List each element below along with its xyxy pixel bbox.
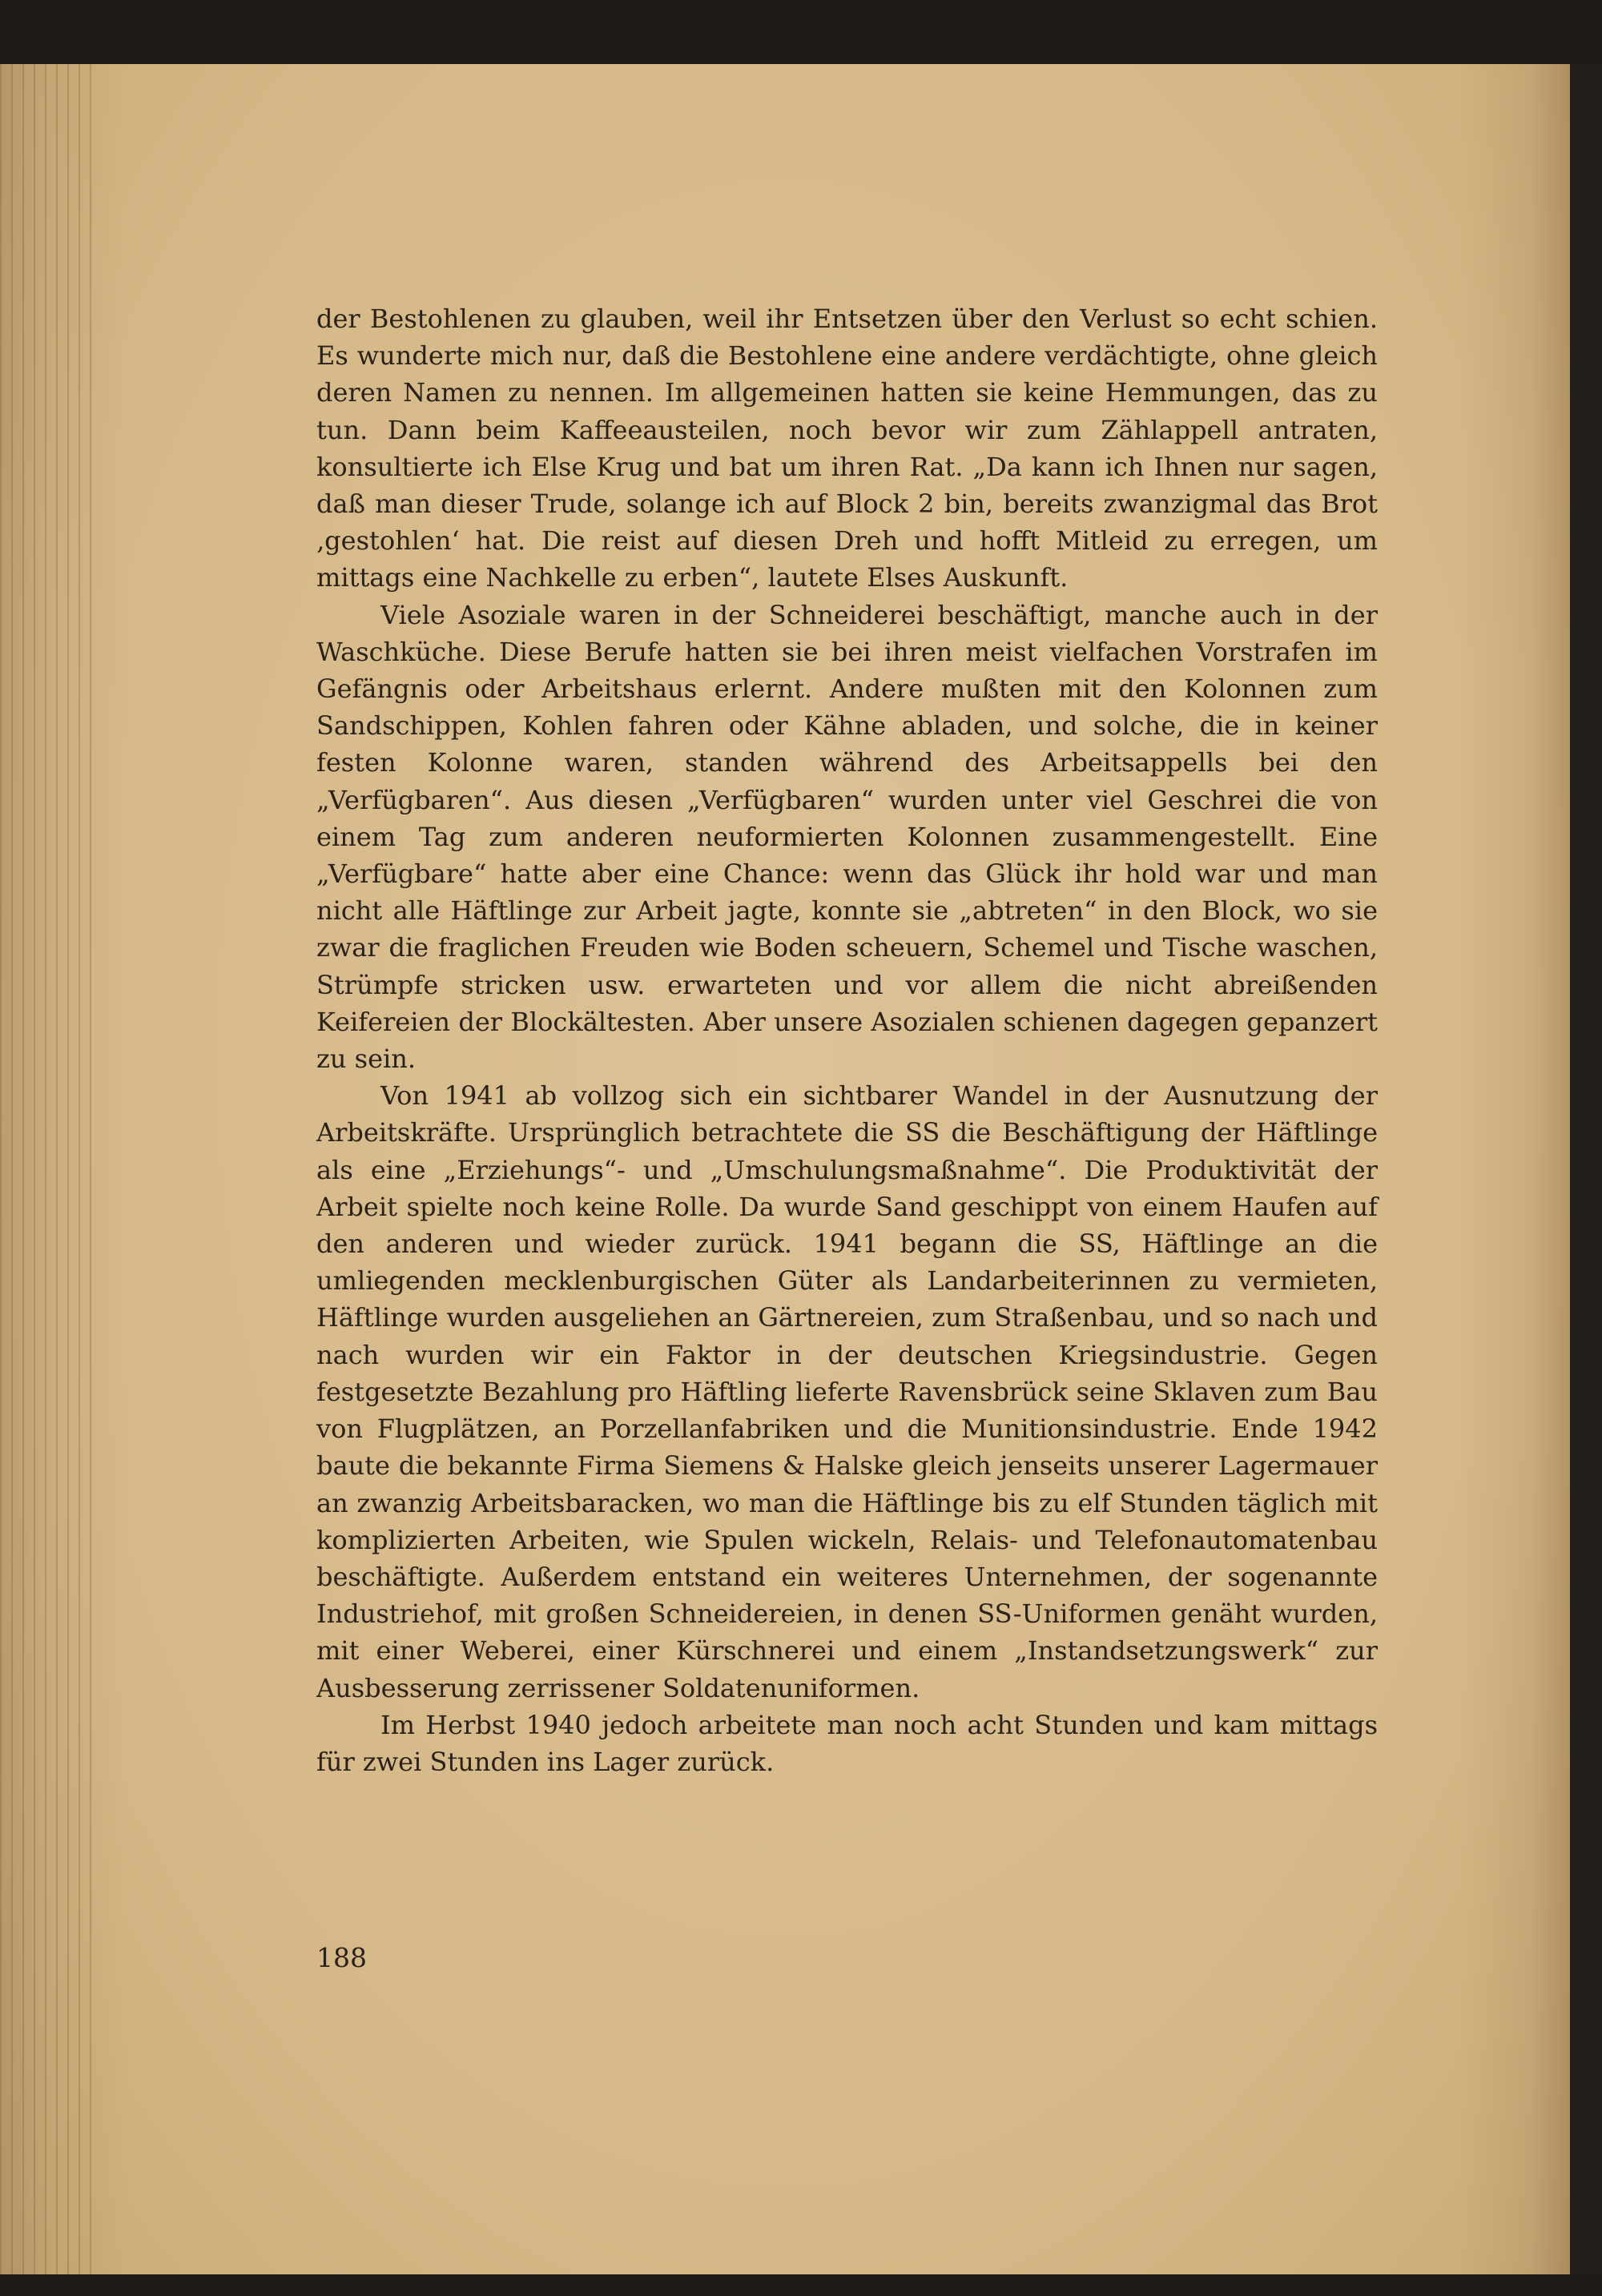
paragraph-1: der Bestohlenen zu glauben, weil ihr Entsetzen über den Verlust so echt schien. Es wunderte mich nur, daß die Bestohlene eine andere verdächtigte, ohne gleich deren Namen zu nennen. Im allgemeinen hatten sie keine Hemmungen, das zu tun. Dann beim Kaffeeausteilen, noch bevor wir zum Zählappell antraten, konsultierte ich Else Krug und bat um ihren Rat. „Da kann ich Ihnen nur sagen, daß man dieser Trude, solange ich auf Block 2 bin, bereits zwanzigmal das Brot ‚gestohlen‘ hat. Die reist auf diesen Dreh und hofft Mitleid zu erregen, um mittags eine Nachkelle zu erben“, lautete Elses Auskunft. bbox=[316, 304, 1378, 593]
paragraph-3: Von 1941 ab vollzog sich ein sichtbarer Wandel in der Ausnutzung der Arbeitskräfte. Ursprünglich betrachtete die SS die Beschäftigung der Häftlinge als eine „Erziehungs“- und „Umschulungsmaßnahme“. Die Produktivität der Arbeit spielte noch keine Rolle. Da wurde Sand geschippt von einem Haufen auf den anderen und wieder zurück. 1941 begann die SS, Häftlinge an die umliegenden mecklenburgischen Güter als Landarbeiterinnen zu vermieten, Häftlinge wurden ausgeliehen an Gärtnereien, zum Straßenbau, und so nach und nach wurden wir ein Faktor in der deutschen Kriegsindustrie. Gegen festgesetzte Bezahlung pro Häftling lieferte Ravensbrück seine Sklaven zum Bau von Flugplätzen, an Porzellanfabriken und die Munitionsindustrie. Ende 1942 baute die bekannte Firma Siemens & Halske gleich jenseits unserer Lagermauer an zwanzig Arbeitsbaracken, wo man die Häftlinge bis zu elf Stunden täglich mit komplizierten Arbeiten, wie Spulen wickeln, Relais- und Telefonautomatenbau beschäftigte. Außerdem entstand ein weiteres Unternehmen, der sogenannte Industriehof, mit großen Schneidereien, in denen SS-Uniformen genäht wurden, mit einer Weberei, einer Kürschnerei und einem „Instandsetzungswerk“ zur Ausbesserung zerrissener Soldatenuniformen. bbox=[316, 1080, 1378, 1703]
page-number: 188 bbox=[316, 1942, 367, 1973]
paragraph-2: Viele Asoziale waren in der Schneiderei beschäftigt, manche auch in der Waschküche. Diese Berufe hatten sie bei ihren meist vielfachen Vorstrafen im Gefängnis oder Arbeitshaus erlernt. Andere mußten mit den Kolonnen zum Sandschippen, Kohlen fahren oder Kähne abladen, und solche, die in keiner festen Kolonne waren, standen während des Arbeitsappells bei den „Verfügbaren“. Aus diesen „Verfügbaren“ wurden unter viel Geschrei die von einem Tag zum anderen neuformierten Kolonnen zusammengestellt. Eine „Verfügbare“ hatte aber eine Chance: wenn das Glück ihr hold war und man nicht alle Häftlinge zur Arbeit jagte, konnte sie „abtreten“ in den Block, wo sie zwar die fraglichen Freuden wie Boden scheuern, Schemel und Tische waschen, Strümpfe stricken usw. erwarteten und vor allem die nicht abreißenden Keifereien der Blockältesten. Aber unsere Asozialen schienen dagegen gepanzert zu sein. bbox=[316, 599, 1378, 1075]
binding-shadow bbox=[1570, 64, 1602, 2274]
paragraph-4: Im Herbst 1940 jedoch arbeitete man noch acht Stunden und kam mittags für zwei Stunden ins Lager zurück. bbox=[316, 1709, 1378, 1777]
page-edges bbox=[0, 64, 96, 2274]
body-text bbox=[316, 300, 1378, 1780]
